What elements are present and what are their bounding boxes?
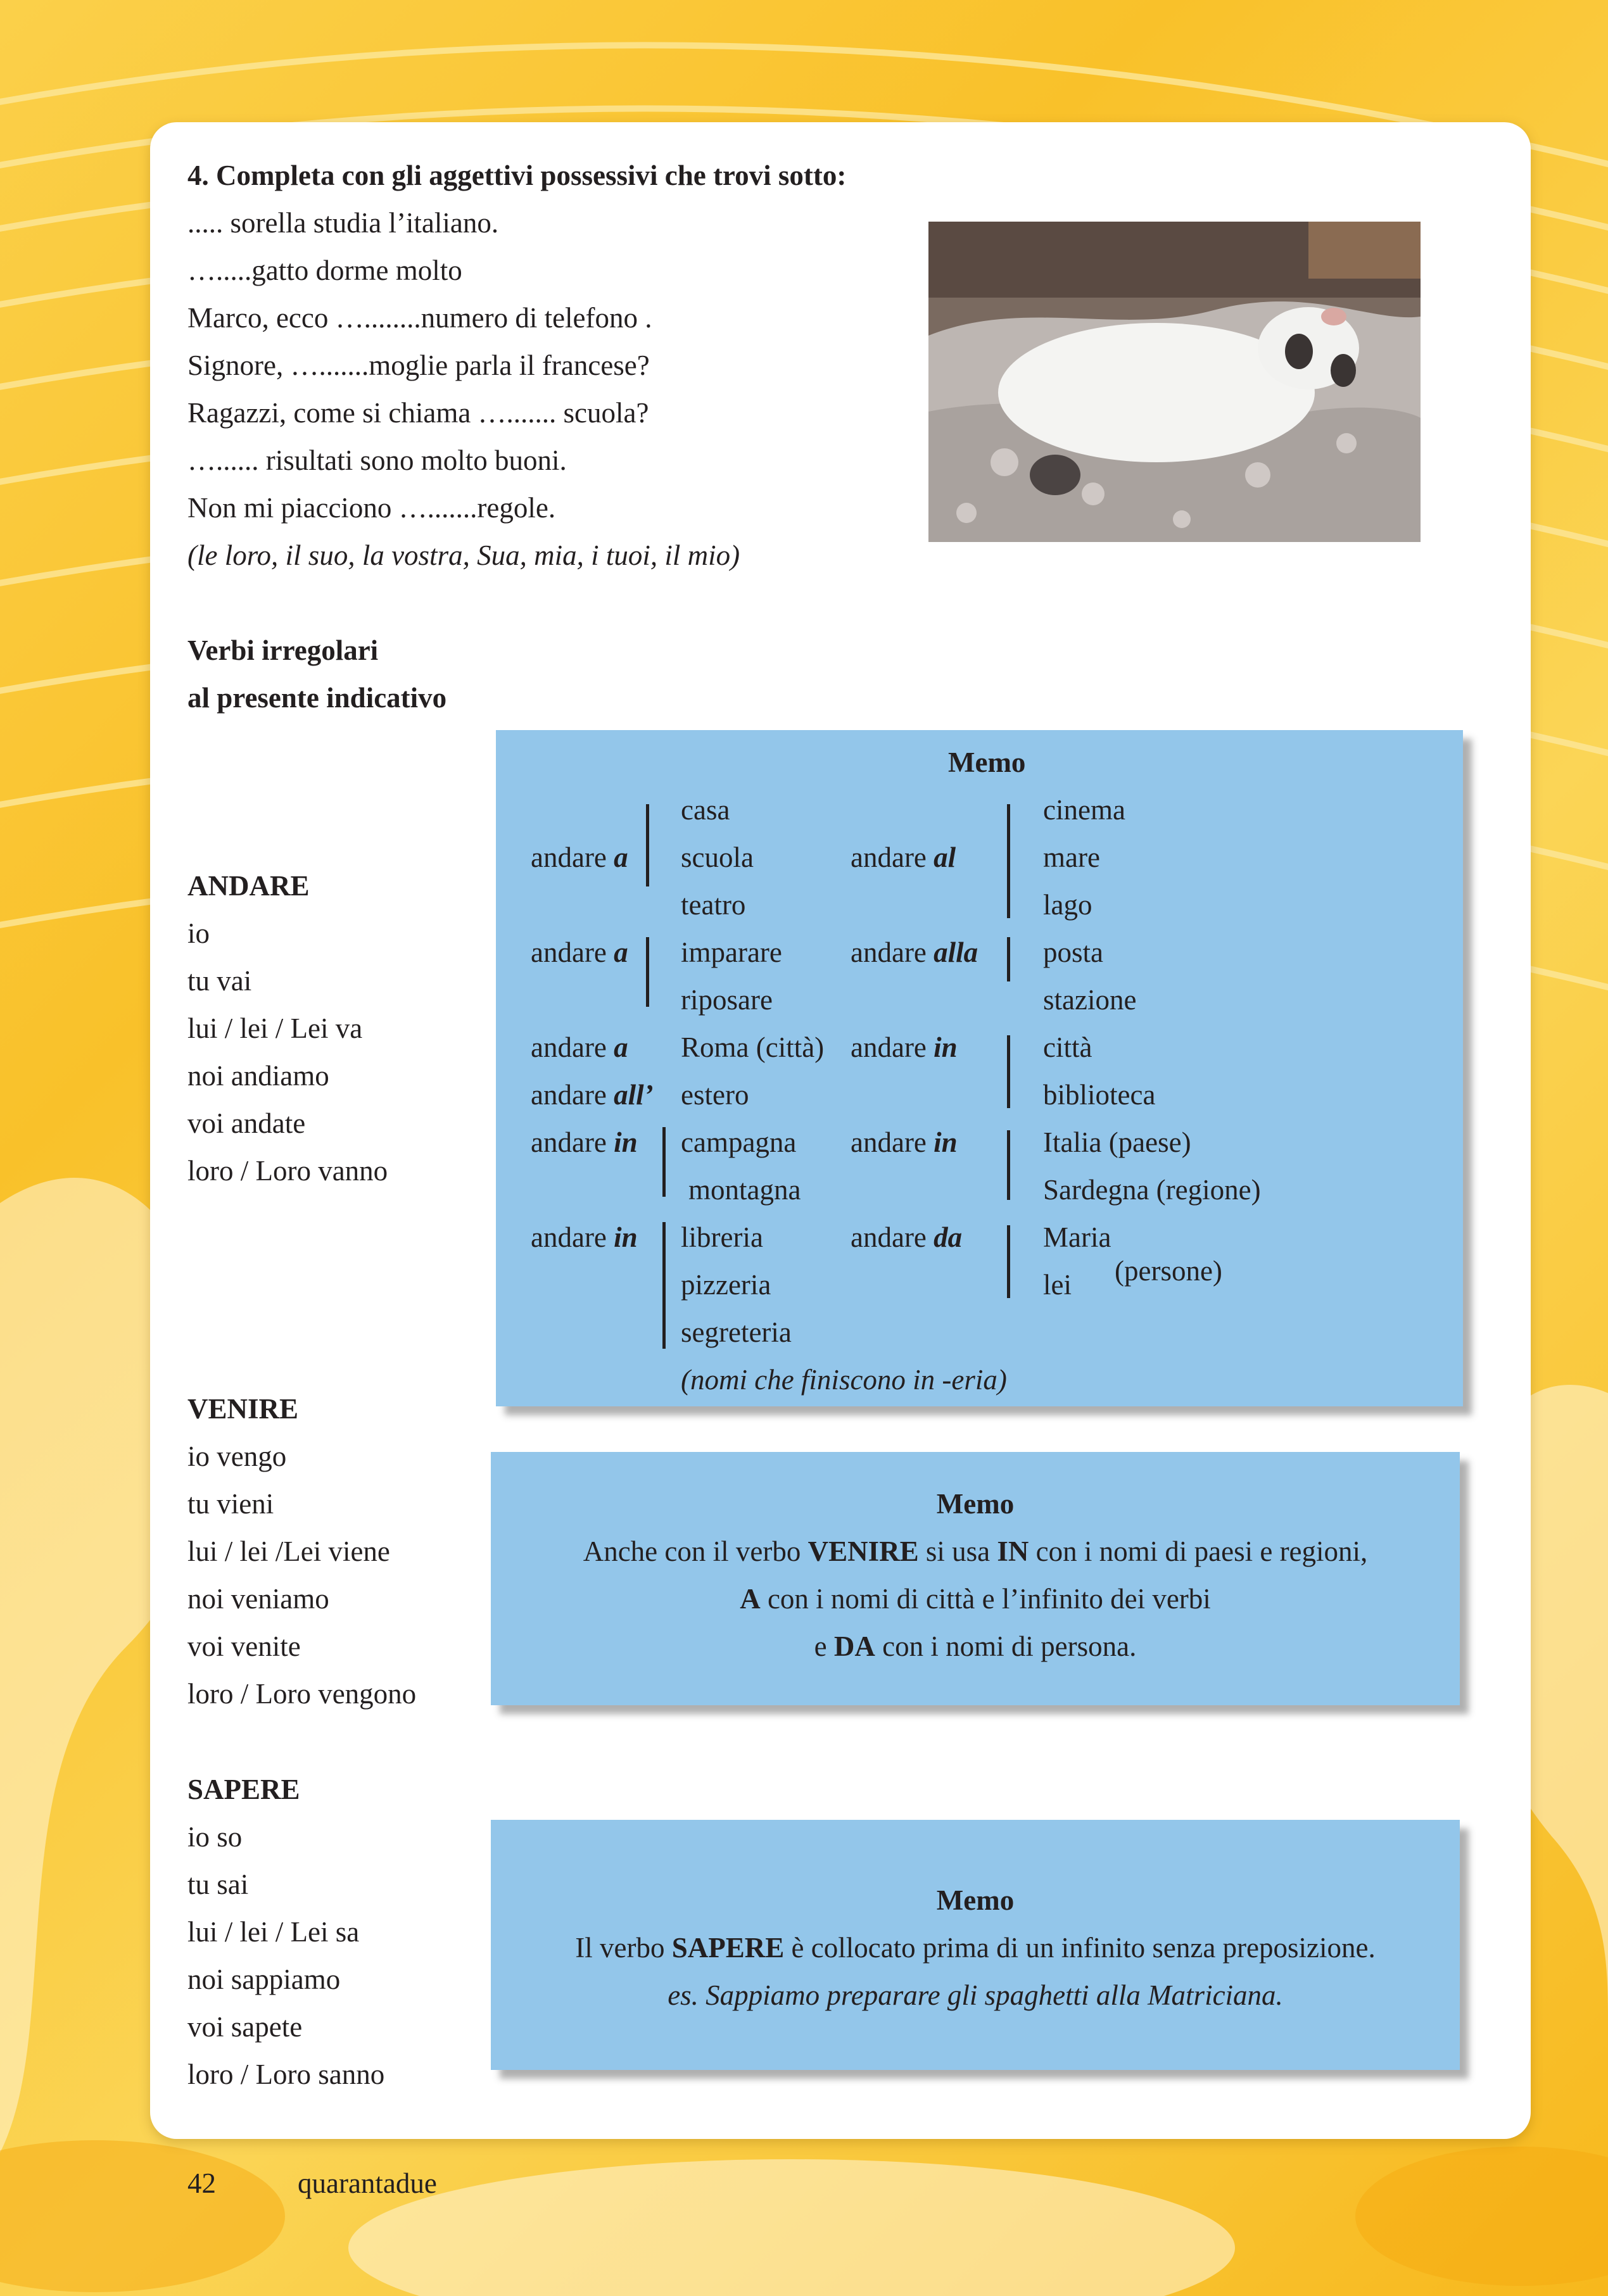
memo-word: lei — [1043, 1269, 1072, 1301]
exercise-line: Non mi piacciono ….......regole. — [187, 492, 556, 524]
memo-text: Il verbo SAPERE è collocato prima di un infinito senza preposizione. — [575, 1932, 1376, 1964]
bracket-divider — [1007, 1225, 1010, 1298]
memo-word: posta — [1043, 937, 1103, 968]
memo-word: Italia (paese) — [1043, 1126, 1191, 1158]
memo-word: casa — [681, 794, 730, 826]
bracket-divider — [662, 1222, 666, 1349]
bracket-divider — [646, 804, 649, 886]
memo-label: andare a — [531, 937, 628, 968]
exercise-line: …...... risultati sono molto buoni. — [187, 445, 567, 476]
memo-word: libreria — [681, 1221, 763, 1253]
exercise-line: ..... sorella studia l’italiano. — [187, 207, 499, 239]
verb-form: tu vai — [187, 965, 252, 997]
memo-word: biblioteca — [1043, 1079, 1156, 1111]
memo-label: andare in — [531, 1126, 638, 1158]
verb-form: io so — [187, 1821, 243, 1853]
memo-word: teatro — [681, 889, 746, 921]
exercise-title: 4. Completa con gli aggettivi possessivi che trovi sotto: — [187, 160, 847, 191]
memo-word: cinema — [1043, 794, 1125, 826]
bracket-divider — [662, 1127, 666, 1197]
memo-word: lago — [1043, 889, 1092, 921]
memo-word: estero — [681, 1079, 749, 1111]
memo-text: Anche con il verbo VENIRE si usa IN con i nomi di paesi e regioni, — [583, 1536, 1368, 1567]
page-number: 42 — [187, 2167, 216, 2199]
verb-form: io — [187, 918, 210, 949]
memo-text: A con i nomi di città e l’infinito dei verbi — [740, 1583, 1211, 1615]
cat-photo — [928, 222, 1421, 542]
memo-label: andare all’ — [531, 1079, 654, 1111]
memo-word: pizzeria — [681, 1269, 771, 1301]
memo-word: stazione — [1043, 984, 1137, 1016]
verb-form: noi sappiamo — [187, 1964, 341, 1995]
memo-word: montagna — [688, 1174, 801, 1206]
memo-label: andare in — [531, 1221, 638, 1253]
memo-word: Sardegna (regione) — [1043, 1174, 1261, 1206]
memo-word: imparare — [681, 937, 782, 968]
verb-form: voi venite — [187, 1631, 301, 1662]
memo-word: città — [1043, 1031, 1092, 1063]
memo-example: es. Sappiamo preparare gli spaghetti alla Matriciana. — [668, 1979, 1283, 2011]
memo-label: andare in — [851, 1031, 958, 1063]
exercise-hint: (le loro, il suo, la vostra, Sua, mia, i tuoi, il mio) — [187, 539, 740, 571]
memo-word: segreteria — [681, 1316, 792, 1348]
verb-heading-sapere: SAPERE — [187, 1774, 300, 1805]
bracket-divider — [1007, 937, 1010, 981]
memo-title: Memo — [948, 747, 1026, 778]
memo-word: campagna — [681, 1126, 797, 1158]
exercise-line: Marco, ecco …........numero di telefono . — [187, 302, 652, 334]
verb-form: tu vieni — [187, 1488, 274, 1520]
memo-text: e DA con i nomi di persona. — [814, 1631, 1137, 1662]
memo-box-venire — [491, 1452, 1460, 1705]
exercise-line: Ragazzi, come si chiama …....... scuola? — [187, 397, 649, 429]
memo-label: andare in — [851, 1126, 958, 1158]
verb-form: voi andate — [187, 1107, 306, 1139]
memo-title: Memo — [936, 1884, 1015, 1916]
memo-label: andare da — [851, 1221, 963, 1253]
memo-label: andare a — [531, 1031, 628, 1063]
memo-label: andare alla — [851, 937, 978, 968]
memo-persone-note: (persone) — [1115, 1255, 1222, 1287]
memo-box-andare — [496, 730, 1463, 1406]
verb-form: lui / lei /Lei viene — [187, 1536, 390, 1567]
page-number-word: quarantadue — [298, 2167, 437, 2199]
memo-title: Memo — [936, 1488, 1015, 1520]
verb-form: loro / Loro vengono — [187, 1678, 417, 1710]
verb-form: lui / lei / Lei sa — [187, 1916, 360, 1948]
memo-word: scuola — [681, 842, 754, 873]
verb-heading-venire: VENIRE — [187, 1393, 299, 1425]
verb-form: noi veniamo — [187, 1583, 329, 1615]
verb-form: lui / lei / Lei va — [187, 1012, 363, 1044]
bracket-divider — [646, 937, 649, 1007]
exercise-line: Signore, ….......moglie parla il francese? — [187, 350, 650, 381]
verb-heading-andare: ANDARE — [187, 870, 310, 902]
bracket-divider — [1007, 1130, 1010, 1200]
section-subtitle: al presente indicativo — [187, 682, 447, 714]
bracket-divider — [1007, 1035, 1010, 1108]
verb-form: voi sapete — [187, 2011, 303, 2043]
verb-form: io vengo — [187, 1441, 287, 1472]
bracket-divider — [1007, 804, 1010, 918]
verb-form: loro / Loro sanno — [187, 2059, 385, 2090]
memo-word: Maria — [1043, 1221, 1111, 1253]
exercise-line: ….....gatto dorme molto — [187, 255, 462, 286]
memo-box-sapere — [491, 1820, 1460, 2070]
memo-label: andare al — [851, 842, 956, 873]
memo-word: mare — [1043, 842, 1100, 873]
verb-form: loro / Loro vanno — [187, 1155, 388, 1187]
memo-label: andare a — [531, 842, 628, 873]
verb-form: tu sai — [187, 1869, 249, 1900]
memo-word: Roma (città) — [681, 1031, 825, 1063]
section-title: Verbi irregolari — [187, 634, 379, 666]
memo-word: riposare — [681, 984, 773, 1016]
verb-form: noi andiamo — [187, 1060, 329, 1092]
memo-footnote: (nomi che finiscono in -eria) — [681, 1364, 1007, 1396]
